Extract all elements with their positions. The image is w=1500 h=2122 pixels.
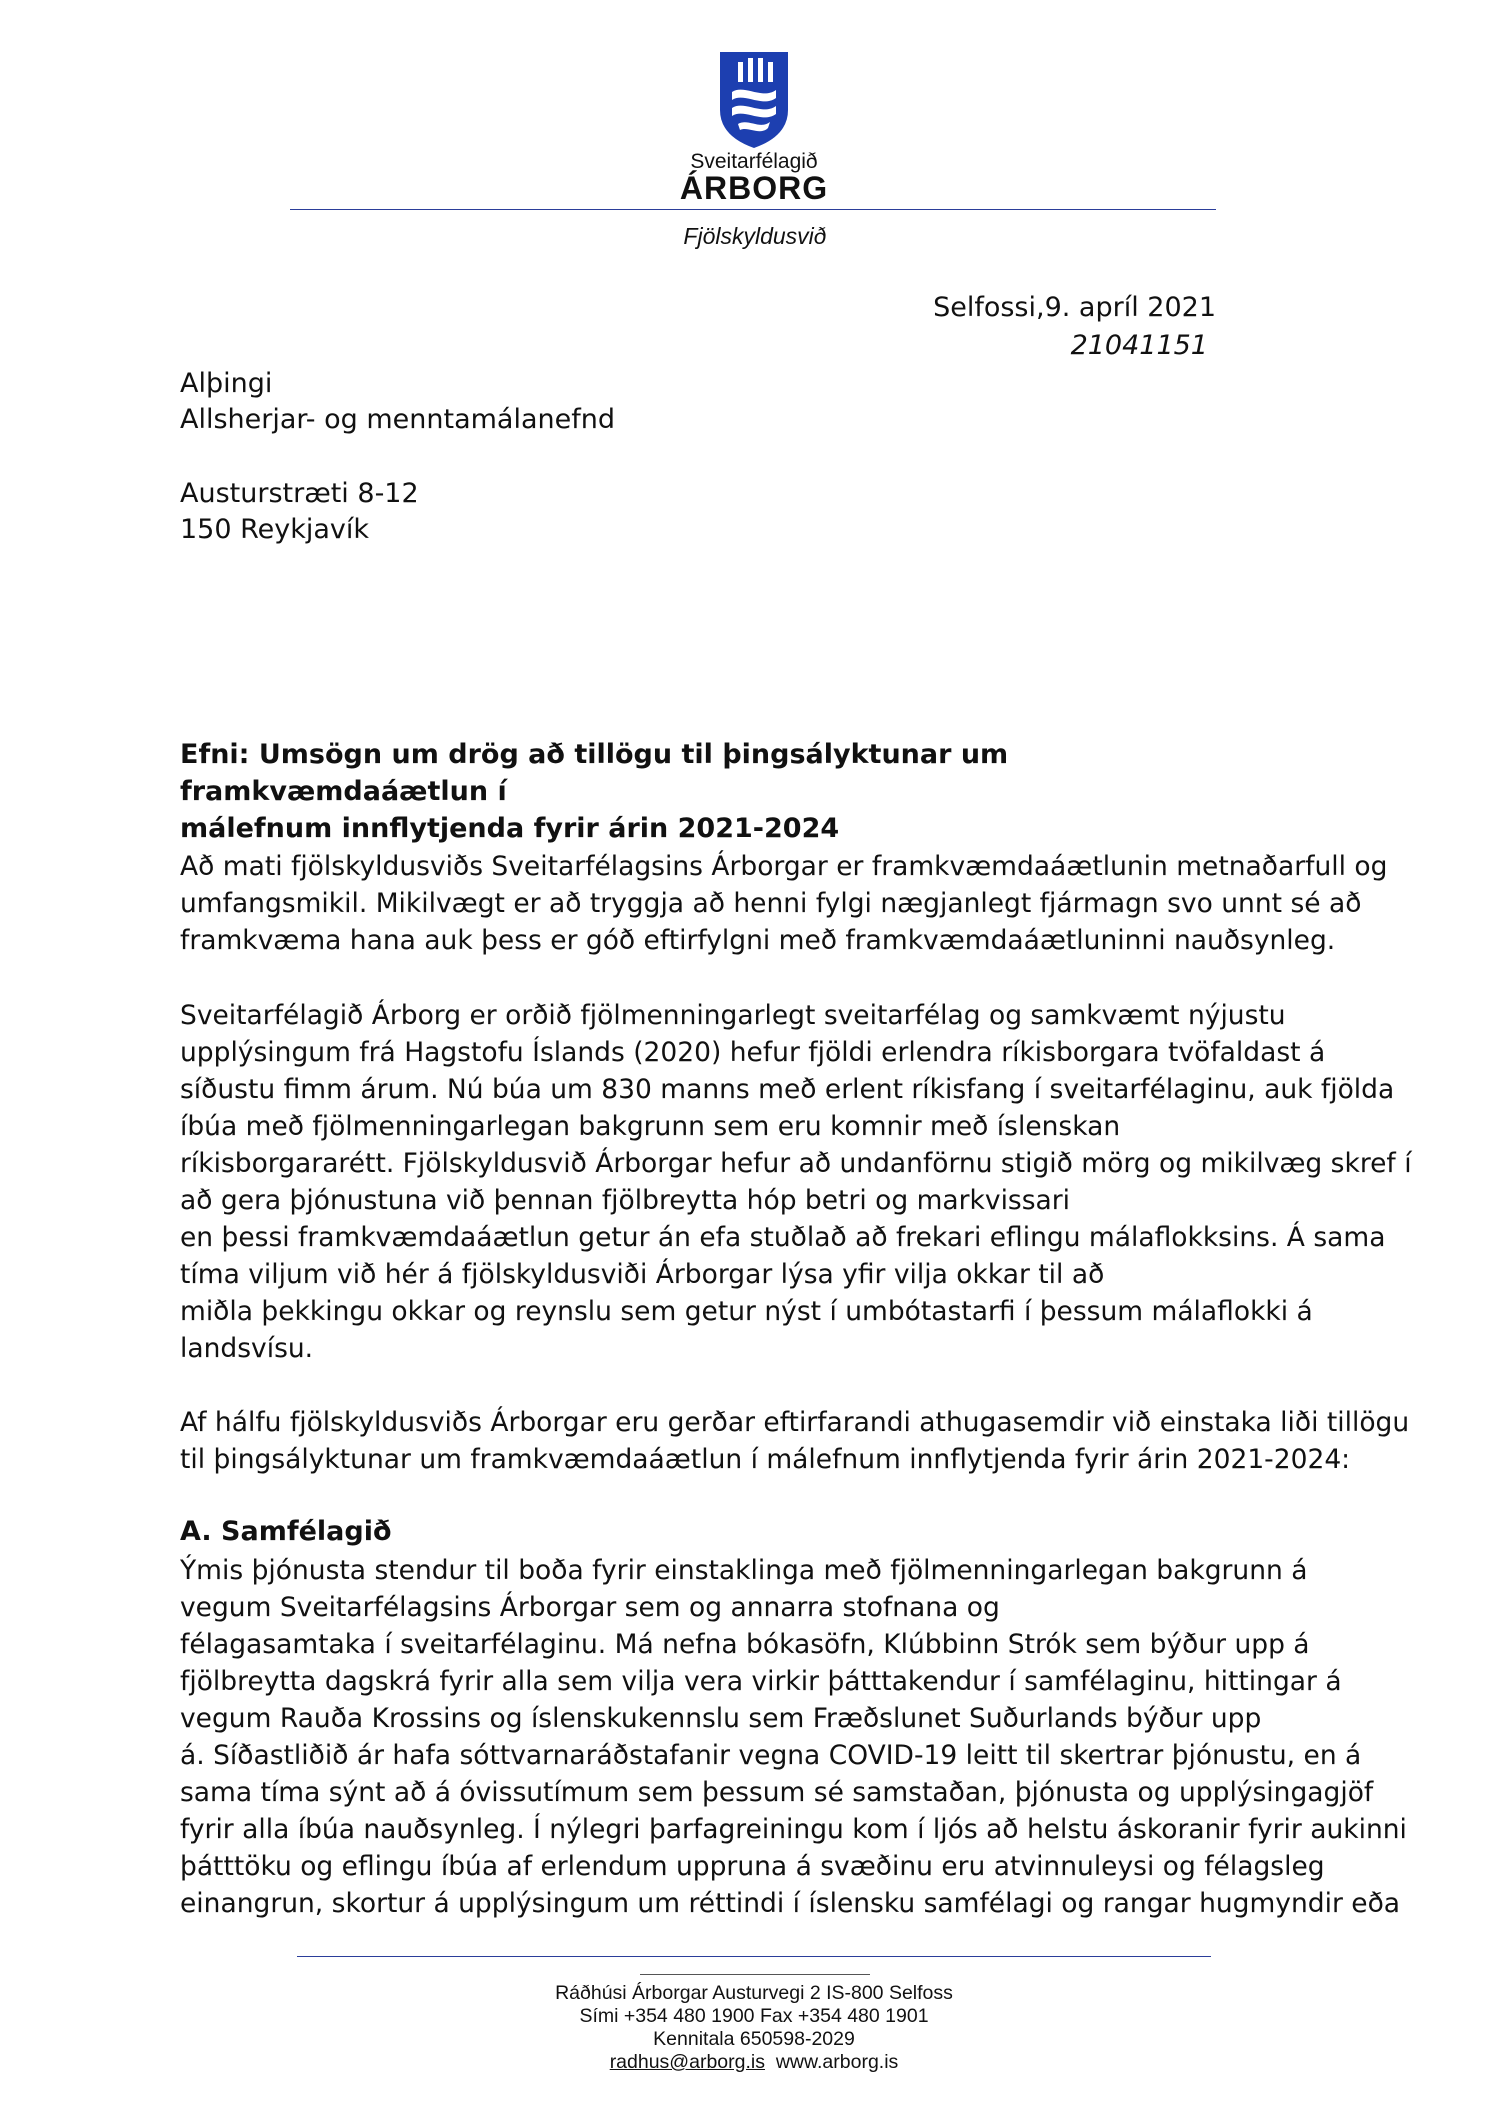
text-line: einangrun, skortur á upplýsingum um réttindi í íslensku samfélagi og rangar hugmyndir eða bbox=[180, 1888, 1401, 1919]
text-line: sama tíma sýnt að á óvissutímum sem þessum sé samstaðan, þjónusta og upplýsingagjöf bbox=[180, 1777, 1374, 1808]
text-line: að gera þjónustuna við þennan fjölbreytta hóp betri og markvissari bbox=[180, 1185, 1071, 1216]
text-line: umfangsmikil. Mikilvægt er að tryggja að henni fylgi nægjanlegt fjármagn svo unnt sé að bbox=[180, 888, 1362, 919]
recipient-street: Austurstræti 8-12 bbox=[180, 478, 419, 509]
footer-kennitala: Kennitala 650598-2029 bbox=[653, 2028, 855, 2050]
paragraph-1 bbox=[180, 848, 1388, 959]
org-name-line1: Sveitarfélagið bbox=[690, 150, 818, 173]
paragraph-3 bbox=[180, 1404, 1410, 1478]
text-line: fyrir alla íbúa nauðsynleg. Í nýlegri þarfagreiningu kom í ljós að helstu áskoranir fyrir aukinni bbox=[180, 1814, 1407, 1845]
header-divider bbox=[290, 209, 1216, 210]
letter-subject bbox=[180, 736, 1180, 847]
text-line: framkvæma hana auk þess er góð eftirfylgni með framkvæmdaáætluninni nauðsynleg. bbox=[180, 925, 1336, 956]
footer-divider bbox=[297, 1956, 1211, 1957]
text-line: miðla þekkingu okkar og reynslu sem getur nýst í umbótastarfi í þessum málaflokki á bbox=[180, 1296, 1313, 1327]
text-line: íbúa með fjölmenningarlegan bakgrunn sem eru komnir með íslenskan bbox=[180, 1111, 1121, 1142]
org-name-line2: ÁRBORG bbox=[679, 170, 829, 206]
text-line: upplýsingum frá Hagstofu Íslands (2020) hefur fjöldi erlendra ríkisborgara tvöfaldast á bbox=[180, 1037, 1326, 1068]
text-line: tíma viljum við hér á fjölskyldusviði Árborgar lýsa yfir vilja okkar til að bbox=[180, 1259, 1105, 1290]
paragraph-2 bbox=[180, 997, 1412, 1367]
text-line: á. Síðastliðið ár hafa sóttvarnaráðstafanir vegna COVID-19 leitt til skertrar þjónustu, en á bbox=[180, 1740, 1362, 1771]
text-line: síðustu fimm árum. Nú búa um 830 manns með erlent ríkisfang í sveitarfélaginu, auk fjölda bbox=[180, 1074, 1395, 1105]
text-line: til þingsályktunar um framkvæmdaáætlun í málefnum innflytjenda fyrir árin 2021-2024: bbox=[180, 1444, 1351, 1475]
department-name: Fjölskyldusvið bbox=[683, 223, 827, 249]
footer-email-link[interactable]: radhus@arborg.is bbox=[609, 2051, 765, 2073]
reference-number: 21041151 bbox=[1070, 330, 1208, 361]
text-line: Af hálfu fjölskyldusviðs Árborgar eru gerðar eftirfarandi athugasemdir við einstaka liði tillögu bbox=[180, 1407, 1410, 1438]
text-line: vegum Rauða Krossins og íslenskukennslu sem Fræðslunet Suðurlands býður upp bbox=[180, 1703, 1262, 1734]
subject-line: Efni: Umsögn um drög að tillögu til þingsályktunar um framkvæmdaáætlun í bbox=[180, 739, 1009, 807]
recipient-city: 150 Reykjavík bbox=[180, 514, 370, 545]
recipient-committee: Allsherjar- og menntamálanefnd bbox=[180, 404, 615, 435]
footer-website-link[interactable]: www.arborg.is bbox=[775, 2051, 899, 2073]
text-line: félagasamtaka í sveitarfélaginu. Má nefna bókasöfn, Klúbbinn Strók sem býður upp á bbox=[180, 1629, 1310, 1660]
arborg-crest-logo bbox=[718, 50, 790, 150]
text-line: Ýmis þjónusta stendur til boða fyrir einstaklinga með fjölmenningarlegan bakgrunn á bbox=[180, 1555, 1308, 1586]
paragraph-4 bbox=[180, 1552, 1407, 1922]
text-line: landsvísu. bbox=[180, 1333, 314, 1364]
text-line: vegum Sveitarfélagsins Árborgar sem og annarra stofnana og bbox=[180, 1592, 1000, 1623]
recipient-name: Alþingi bbox=[180, 368, 273, 399]
letter-date: Selfossi,9. apríl 2021 bbox=[933, 292, 1216, 323]
text-line: Sveitarfélagið Árborg er orðið fjölmenningarlegt sveitarfélag og samkvæmt nýjustu bbox=[180, 1000, 1286, 1031]
text-line: en þessi framkvæmdaáætlun getur án efa stuðlað að frekari eflingu málaflokksins. Á sama bbox=[180, 1222, 1386, 1253]
footer-address: Ráðhúsi Árborgar Austurvegi 2 IS-800 Selfoss bbox=[555, 1982, 953, 2004]
footer-contact bbox=[450, 2051, 1058, 2074]
section-heading: A. Samfélagið bbox=[180, 1516, 392, 1547]
footer-phone: Sími +354 480 1900 Fax +354 480 1901 bbox=[579, 2005, 929, 2027]
footer-short-divider bbox=[640, 1974, 870, 1975]
text-line: þátttöku og eflingu íbúa af erlendum uppruna á svæðinu eru atvinnuleysi og félagsleg bbox=[180, 1851, 1325, 1882]
subject-line: málefnum innflytjenda fyrir árin 2021-2024 bbox=[180, 813, 840, 844]
text-line: ríkisborgararétt. Fjölskyldusvið Árborgar hefur að undanförnu stigið mörg og mikilvæg skref í bbox=[180, 1148, 1412, 1179]
text-line: fjölbreytta dagskrá fyrir alla sem vilja vera virkir þátttakendur í samfélaginu, hittingar á bbox=[180, 1666, 1342, 1697]
text-line: Að mati fjölskyldusviðs Sveitarfélagsins Árborgar er framkvæmdaáætlunin metnaðarfull og bbox=[180, 851, 1388, 882]
